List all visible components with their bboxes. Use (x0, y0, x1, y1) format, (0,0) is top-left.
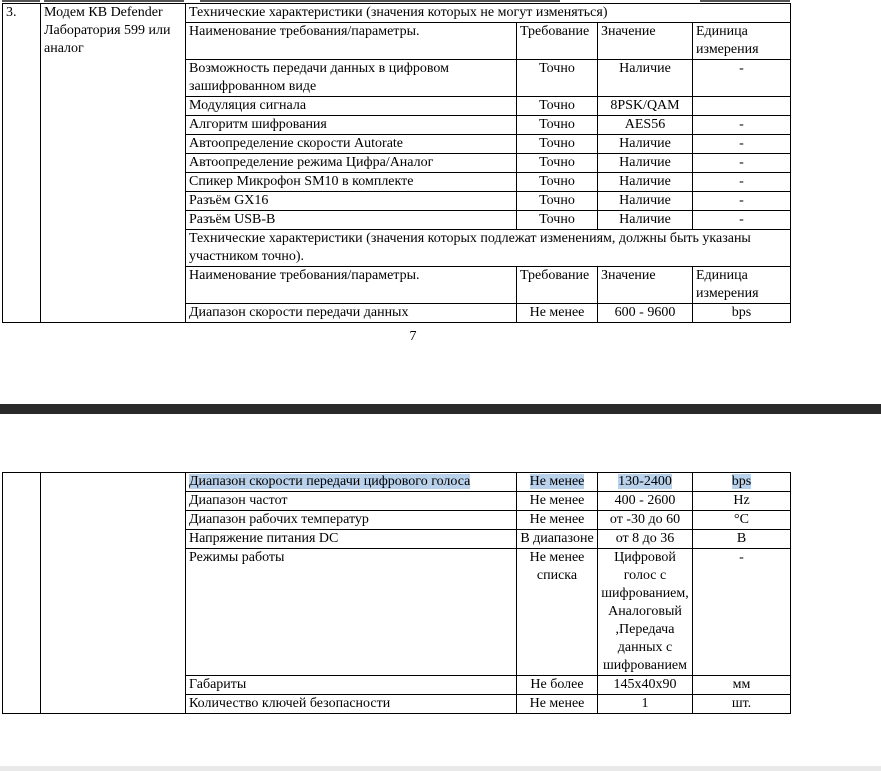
row-requirement: Не более (517, 676, 598, 695)
row-unit: мм (693, 676, 791, 695)
row-value: Наличие (598, 135, 693, 154)
header-unit: Единица измерения (693, 267, 791, 304)
selected-text: Диапазон скорости передачи цифрового голоса (189, 474, 471, 489)
row-param: Разъём USB-B (186, 211, 517, 230)
row-param: Спикер Микрофон SM10 в комплекте (186, 173, 517, 192)
selected-text: Не менее (529, 474, 585, 489)
header-param: Наименование требования/параметры. (186, 23, 517, 60)
item-number-cell (3, 473, 41, 714)
row-requirement: Точно (517, 60, 598, 97)
header-unit: Единица измерения (693, 23, 791, 60)
page-separator (0, 404, 881, 414)
row-requirement: Точно (517, 192, 598, 211)
row-param: Диапазон рабочих температур (186, 511, 517, 530)
spec-table-body-page-2 (3, 473, 791, 714)
row-requirement: Точно (517, 211, 598, 230)
row-value: 8PSK/QAM (598, 97, 693, 116)
header-requirement: Требование (517, 23, 598, 60)
row-requirement: Точно (517, 135, 598, 154)
row-unit: шт. (693, 695, 791, 714)
row-param: Количество ключей безопасности (186, 695, 517, 714)
row-unit: - (693, 549, 791, 676)
header-param: Наименование требования/параметры. (186, 267, 517, 304)
row-param: Напряжение питания DC (186, 530, 517, 549)
row-unit: °С (693, 511, 791, 530)
row-value: 1 (598, 695, 693, 714)
section-header-row (3, 4, 791, 23)
row-unit: bps (693, 304, 791, 323)
row-requirement: Не менее (517, 304, 598, 323)
row-value: Наличие (598, 60, 693, 97)
row-value: Наличие (598, 192, 693, 211)
row-param: Модуляция сигнала (186, 97, 517, 116)
row-param: Возможность передачи данных в цифровом зашифрованном виде (186, 60, 517, 97)
row-requirement: Не менее (517, 695, 598, 714)
row-unit (693, 473, 791, 492)
row-param: Диапазон скорости передачи данных (186, 304, 517, 323)
row-param: Автоопределение скорости Autorate (186, 135, 517, 154)
row-requirement (517, 473, 598, 492)
row-value: 145x40x90 (598, 676, 693, 695)
item-name-cell (41, 473, 186, 714)
row-requirement: Точно (517, 116, 598, 135)
row-param: Диапазон частот (186, 492, 517, 511)
spec-table-page-2 (2, 472, 791, 714)
page-number: 7 (409, 329, 417, 344)
row-unit: Hz (693, 492, 791, 511)
header-requirement: Требование (517, 267, 598, 304)
row-value: Наличие (598, 173, 693, 192)
row-unit (693, 97, 791, 116)
item-name: Модем КВ Defender Лаборатория 599 или аналог (41, 4, 186, 323)
section-fixed-title: Технические характеристики (значения которых не могут изменяться) (186, 4, 791, 23)
spec-table-body-page-1 (3, 4, 791, 323)
header-value: Значение (598, 23, 693, 60)
row-value: от -30 до 60 (598, 511, 693, 530)
row-requirement: Не менее списка (517, 549, 598, 676)
row-requirement: Не менее (517, 492, 598, 511)
item-number: 3. (3, 4, 41, 323)
row-unit: - (693, 173, 791, 192)
row-param: Разъём GX16 (186, 192, 517, 211)
row-param: Габариты (186, 676, 517, 695)
row-unit: - (693, 192, 791, 211)
row-param: Режимы работы (186, 549, 517, 676)
row-requirement: Точно (517, 154, 598, 173)
row-value: от 8 до 36 (598, 530, 693, 549)
row-value: Наличие (598, 154, 693, 173)
row-value: 600 - 9600 (598, 304, 693, 323)
row-requirement: Не менее (517, 511, 598, 530)
row-param (186, 473, 517, 492)
row-value: Наличие (598, 211, 693, 230)
document-page-8 (0, 414, 881, 771)
row-unit: В (693, 530, 791, 549)
spec-table-page-1 (2, 3, 791, 323)
row-unit: - (693, 116, 791, 135)
header-value: Значение (598, 267, 693, 304)
row-unit: - (693, 154, 791, 173)
row-requirement: В диапазоне (517, 530, 598, 549)
row-value: Цифровой голос с шифрованием, Аналоговый ,Передача данных с шифрованием (598, 549, 693, 676)
previous-row-border (0, 0, 881, 2)
row-param: Автоопределение режима Цифра/Аналог (186, 154, 517, 173)
row-unit: - (693, 60, 791, 97)
row-unit: - (693, 135, 791, 154)
section-variable-title: Технические характеристики (значения которых подлежат изменениям, должны быть указаны участником точно). (186, 230, 791, 267)
row-requirement: Точно (517, 97, 598, 116)
selected-text: bps (731, 474, 752, 489)
selected-text: 130-2400 (618, 474, 672, 489)
row-value: 400 - 2600 (598, 492, 693, 511)
page-bottom-edge (0, 766, 881, 771)
row-requirement: Точно (517, 173, 598, 192)
row-value: AES56 (598, 116, 693, 135)
row-unit: - (693, 211, 791, 230)
row-value (598, 473, 693, 492)
table-row (3, 473, 791, 492)
row-param: Алгоритм шифрования (186, 116, 517, 135)
